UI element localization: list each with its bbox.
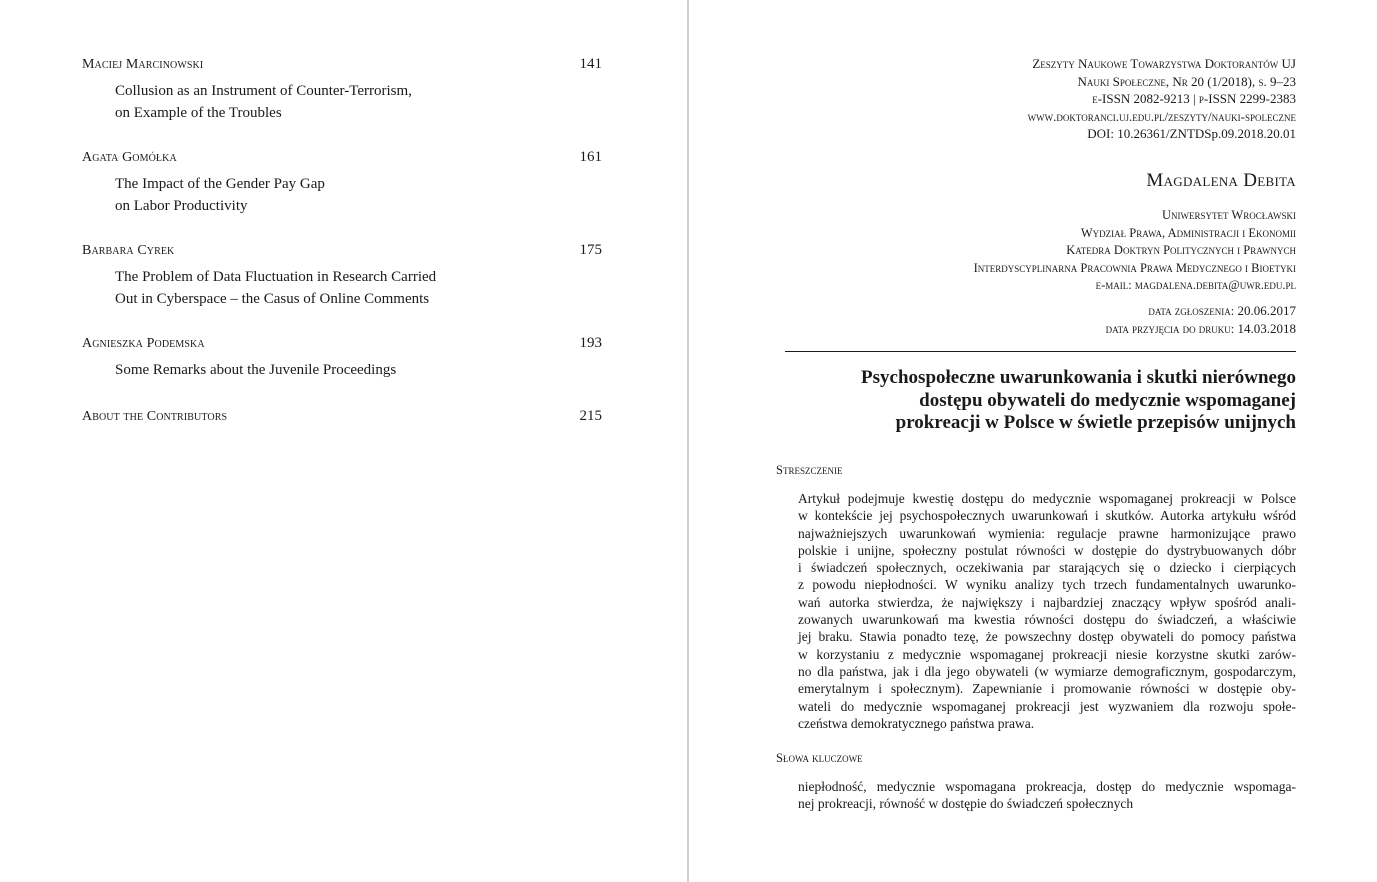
journal-doi: DOI: 10.26361/ZNTDSp.09.2018.20.01 bbox=[1087, 126, 1296, 141]
title-line: dostępu obywateli do medycznie wspomaganej bbox=[919, 389, 1296, 411]
author-email: e-mail: magdalena.debita@uwr.edu.pl bbox=[1095, 278, 1296, 292]
toc-article-title bbox=[115, 359, 602, 381]
horizontal-rule bbox=[785, 351, 1296, 352]
abstract-line: w kontekście jej psychospołecznych uwarunkowań i skutków. Autorka artykułu wśród bbox=[798, 508, 1296, 524]
title-line: Psychospołeczne uwarunkowania i skutki nierównego bbox=[861, 367, 1296, 388]
journal-name: Zeszyty Naukowe Towarzystwa Doktorantów UJ bbox=[1032, 56, 1296, 71]
accepted-date-row bbox=[1106, 320, 1296, 338]
toc-entry bbox=[82, 242, 602, 310]
toc-article-title bbox=[115, 173, 602, 217]
toc-page-number: 141 bbox=[579, 56, 602, 72]
keywords-line: niepłodność, medycznie wspomagana prokreacja, dostęp do medycznie wspomaga- bbox=[798, 779, 1296, 794]
keywords-heading: Słowa kluczowe bbox=[776, 751, 863, 765]
submitted-date-row bbox=[1106, 302, 1296, 320]
toc-author: Agata Gomółka bbox=[82, 150, 177, 165]
toc-page-number: 215 bbox=[579, 408, 602, 424]
article-dates bbox=[1106, 302, 1296, 338]
toc-entry bbox=[82, 408, 602, 425]
abstract-line: emerytalnym i społecznym). Zapewnianie i promowanie równości w dostępie oby- bbox=[798, 681, 1296, 697]
toc-entry bbox=[82, 56, 602, 124]
author-affiliation bbox=[974, 207, 1296, 295]
toc-article-title bbox=[115, 80, 602, 124]
abstract-line: czeństwa demokratycznego państwa prawa. bbox=[798, 715, 1035, 731]
toc-title-line: The Problem of Data Fluctuation in Research Carried bbox=[115, 269, 437, 285]
submitted-date: 20.06.2017 bbox=[1237, 303, 1296, 318]
toc-title-line: on Example of the Troubles bbox=[115, 105, 282, 121]
abstract-line: polskie i unijne, społeczny postulat równości w dostępie do dystrybuowanych dóbr bbox=[798, 542, 1296, 558]
abstract-line: zowanych uwarunkowań ma kwestia równości dostępu do świadczeń, a właściwie bbox=[798, 612, 1296, 628]
affiliation-line: Uniwersytet Wrocławski bbox=[1162, 208, 1296, 222]
toc-entry bbox=[82, 149, 602, 217]
submitted-label: data zgłoszenia: bbox=[1148, 304, 1235, 318]
toc-page-number: 175 bbox=[579, 242, 602, 258]
abstract-line: wateli do medycznie wspomaganej prokreacji jest wyzwaniem dla rozwoju społe- bbox=[798, 698, 1296, 714]
affiliation-line: Wydział Prawa, Administracji i Ekonomii bbox=[1080, 225, 1296, 240]
keywords-line: nej prokreacji, równość w dostępie do świadczeń społecznych bbox=[798, 796, 1134, 812]
toc-page-number: 193 bbox=[579, 335, 602, 351]
article-title bbox=[786, 367, 1296, 435]
abstract-line: wań autorka stwierdza, że największy i najbardziej znaczący wpływ spośród anali- bbox=[798, 594, 1296, 610]
toc-title-line: on Labor Productivity bbox=[115, 198, 248, 214]
accepted-label: data przyjęcia do druku: bbox=[1105, 322, 1235, 336]
toc-section-heading: About the Contributors bbox=[82, 409, 228, 424]
abstract-line: jej braku. Stawia ponadto tezę, że powszechny dostęp obywateli do pomocy państwa bbox=[798, 629, 1296, 645]
accepted-date: 14.03.2018 bbox=[1237, 321, 1296, 336]
abstract-line: i świadczeń społecznych, oczekiwania par starających się o dziecko i cierpiących bbox=[798, 560, 1296, 576]
journal-header bbox=[1028, 55, 1296, 143]
toc-title-line: The Impact of the Gender Pay Gap bbox=[115, 176, 325, 192]
toc-author: Barbara Cyrek bbox=[82, 243, 175, 258]
toc-page-number: 161 bbox=[579, 149, 602, 165]
page-divider bbox=[687, 0, 689, 882]
keywords-body bbox=[798, 778, 1296, 813]
affiliation-line: Katedra Doktryn Politycznych i Prawnych bbox=[1066, 243, 1296, 257]
toc-article-title bbox=[115, 266, 602, 310]
abstract-line: Artykuł podejmuje kwestię dostępu do medycznie wspomaganej prokreacji w Polsce bbox=[798, 491, 1296, 506]
affiliation-line: Interdyscyplinarna Pracownia Prawa Medycznego i Bioetyki bbox=[973, 260, 1296, 275]
abstract-line: w korzystaniu z medycznie wspomaganej prokreacji niesie korzystne skutki zarów- bbox=[798, 646, 1296, 662]
toc-title-line: Collusion as an Instrument of Counter-Terrorism, bbox=[115, 83, 412, 99]
journal-series: Nauki Społeczne, Nr 20 (1/2018), s. 9–23 bbox=[1077, 73, 1296, 89]
toc-author: Maciej Marcinowski bbox=[82, 57, 204, 72]
abstract-line: no dla państwa, jak i dla jego obywateli (w wymiarze demograficznym, gospodarczym, bbox=[798, 663, 1296, 679]
toc-title-line: Some Remarks about the Juvenile Proceedings bbox=[115, 362, 397, 378]
journal-issn: e-ISSN 2082-9213 | p-ISSN 2299-2383 bbox=[1092, 91, 1296, 106]
journal-website: www.doktoranci.uj.edu.pl/zeszyty/nauki-spoleczne bbox=[1027, 108, 1296, 124]
abstract-line: najważniejszych uwarunkowań wymienia: regulacje prawne harmonizujące prawo bbox=[798, 525, 1296, 541]
title-line: prokreacji w Polsce w świetle przepisów unijnych bbox=[895, 412, 1296, 433]
author-name: Magdalena Debita bbox=[1146, 170, 1296, 191]
toc-entry bbox=[82, 335, 602, 381]
abstract-line: z powodu niepłodności. W wyniku analizy tych trzech fundamentalnych uwarunko- bbox=[798, 577, 1296, 593]
toc-title-line: Out in Cyberspace – the Casus of Online Comments bbox=[115, 291, 430, 307]
abstract-body bbox=[798, 490, 1296, 732]
toc-author: Agnieszka Podemska bbox=[82, 336, 205, 351]
abstract-heading: Streszczenie bbox=[776, 463, 843, 477]
